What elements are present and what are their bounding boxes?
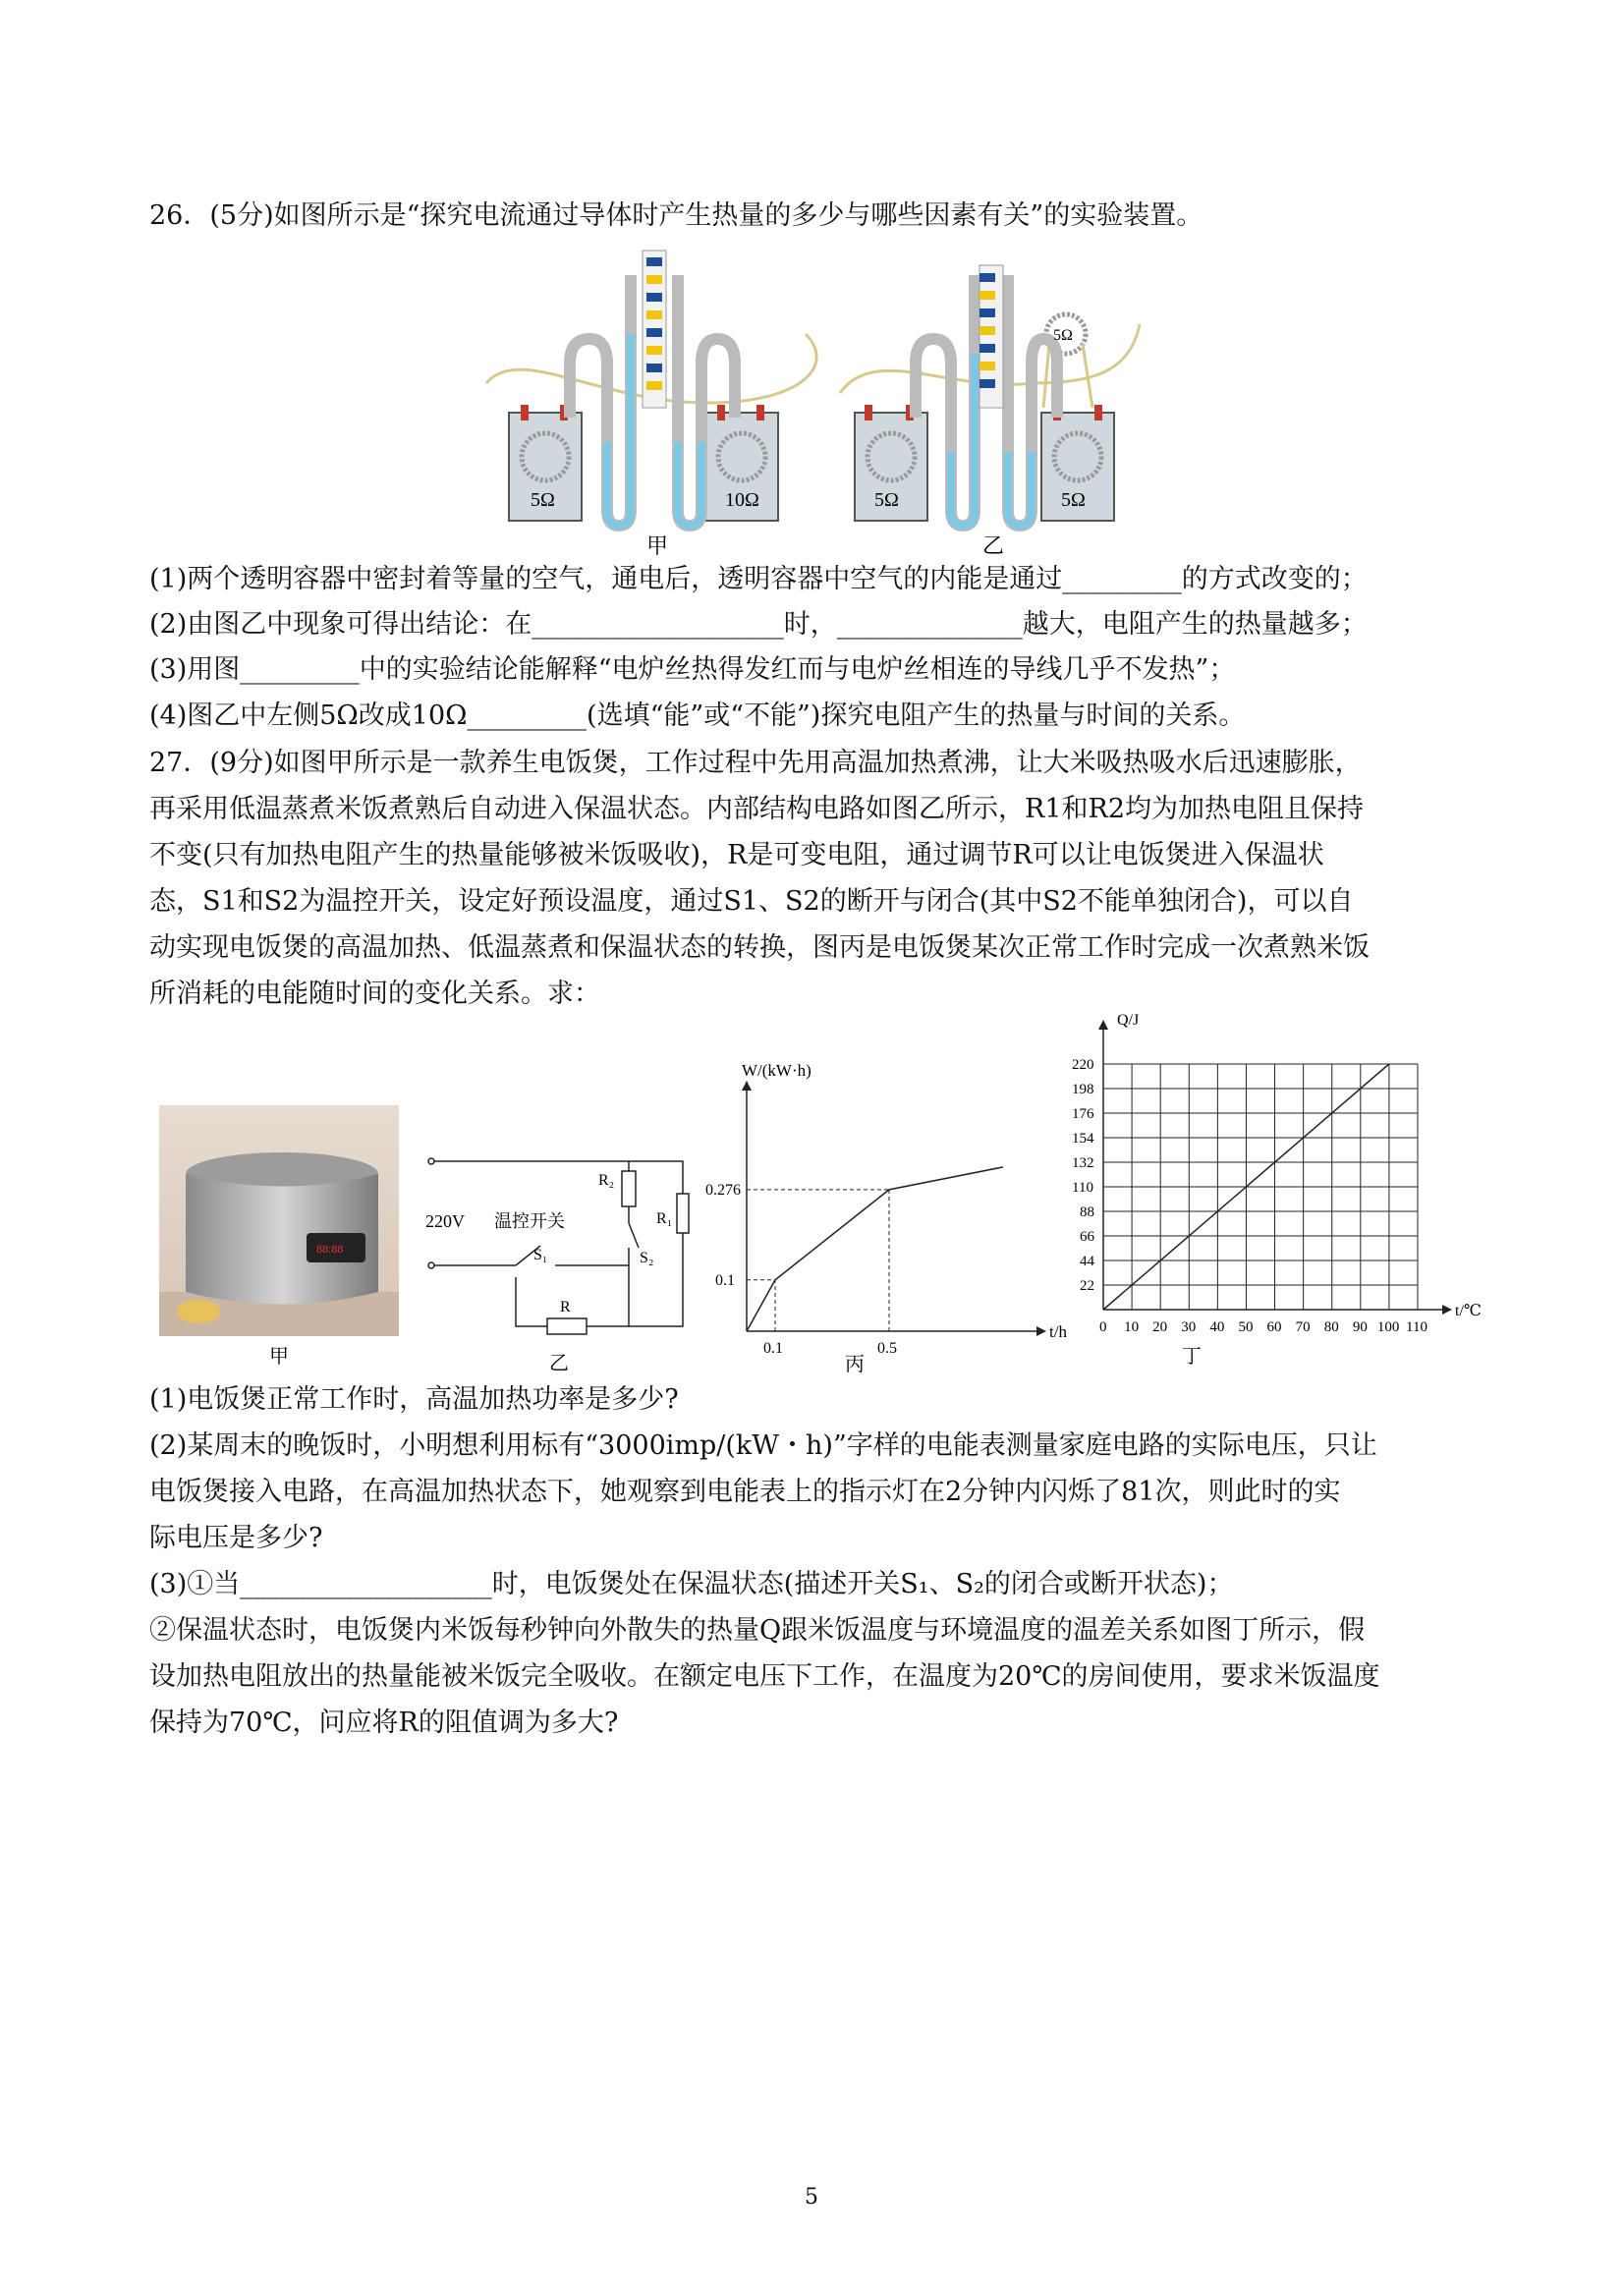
yi-circuit-caption: 乙 bbox=[549, 1353, 569, 1374]
y-tick-label: 88 bbox=[1080, 1204, 1094, 1220]
circuit-switch-label: 温控开关 bbox=[494, 1211, 565, 1231]
heat-temperature-chart bbox=[1056, 1012, 1482, 1375]
y-tick-label: 198 bbox=[1072, 1082, 1094, 1097]
q27-line-5: 动实现电饭煲的高温加热、低温蒸煮和保温状态的转换，图丙是电饭煲某次正常工作时完成一次煮熟米饭 bbox=[149, 932, 1370, 963]
circuit-diagram bbox=[418, 1149, 698, 1375]
q27-question-1: (1)电饭煲正常工作时，高温加热功率是多少? bbox=[149, 1384, 679, 1415]
ding-caption: 丁 bbox=[1182, 1346, 1202, 1368]
scale-mark bbox=[979, 379, 995, 388]
apparatus-yi bbox=[840, 265, 1140, 558]
y-axis-arrow bbox=[742, 1081, 752, 1091]
y-axis-arrow bbox=[1098, 1020, 1108, 1030]
x-axis-arrow bbox=[1036, 1326, 1046, 1336]
jia-photo-caption: 甲 bbox=[269, 1346, 289, 1368]
circuit-r1-label: R₁ bbox=[656, 1210, 673, 1227]
y-tick-label: 22 bbox=[1080, 1278, 1094, 1294]
scale-mark bbox=[979, 273, 995, 282]
q26-item-1: (1)两个透明容器中密封着等量的空气，通电后，透明容器中空气的内能是通过_________的方式改变的； bbox=[149, 564, 1368, 594]
scale-mark bbox=[979, 291, 995, 300]
x-tick-label: 0.1 bbox=[763, 1340, 783, 1357]
x-tick-label: 0.5 bbox=[877, 1340, 897, 1357]
y-axis-label: Q/J bbox=[1117, 1012, 1140, 1029]
scale-mark bbox=[646, 328, 662, 337]
y-tick-label: 66 bbox=[1080, 1229, 1094, 1245]
bing-caption: 丙 bbox=[845, 1354, 865, 1375]
q27-line-1: 27．(9分)如图甲所示是一款养生电饭煲，工作过程中先用高温加热煮沸，让大米吸热吸水后迅速膨胀， bbox=[149, 748, 1362, 778]
circuit-r-label: R bbox=[560, 1299, 571, 1316]
scale-mark bbox=[646, 310, 662, 319]
circuit-r2-label: R₂ bbox=[598, 1172, 615, 1189]
yi-right-resistor-label: 5Ω bbox=[1061, 489, 1086, 511]
yi-parallel-resistor-label: 5Ω bbox=[1053, 327, 1073, 344]
x-axis-label: t/h bbox=[1049, 1322, 1067, 1341]
jia-right-resistor-label: 10Ω bbox=[725, 489, 759, 511]
q27-question-3c: 设加热电阻放出的热量能被米饭完全吸收。在额定电压下工作，在温度为20℃的房间使用，要求米饭温度 bbox=[149, 1661, 1380, 1692]
q27-line-2: 再采用低温蒸煮米饭煮熟后自动进入保温状态。内部结构电路如图乙所示，R1和R2均为加热电阻且保持 bbox=[149, 794, 1365, 824]
q27-question-2c: 际电压是多少? bbox=[149, 1523, 323, 1553]
y-tick-label: 110 bbox=[1072, 1180, 1093, 1196]
x-tick-label: 0 bbox=[1099, 1319, 1107, 1335]
jia-left-resistor-label: 5Ω bbox=[531, 489, 555, 511]
x-tick-label: 30 bbox=[1181, 1319, 1197, 1335]
q26-item-3: (3)用图_________中的实验结论能解释“电炉丝热得发红而与电炉丝相连的导线几乎不发热”； bbox=[149, 654, 1236, 685]
q27-question-3a: (3)①当___________________时，电饭煲处在保温状态(描述开关S₁、S₂的闭合或断开状态)； bbox=[149, 1569, 1234, 1599]
svg-text:88:88: 88:88 bbox=[316, 1242, 344, 1256]
y-tick-label: 0.1 bbox=[715, 1271, 735, 1289]
scale-mark bbox=[646, 257, 662, 266]
scale-mark bbox=[646, 293, 662, 302]
circuit-s2-label: S₂ bbox=[640, 1250, 654, 1266]
page-number: 5 bbox=[805, 2185, 818, 2210]
x-axis-label: t/℃ bbox=[1455, 1303, 1482, 1319]
scale-mark bbox=[646, 364, 662, 372]
x-tick-label: 60 bbox=[1266, 1319, 1282, 1335]
x-axis-arrow bbox=[1442, 1305, 1452, 1315]
x-tick-label: 20 bbox=[1152, 1319, 1168, 1335]
x-tick-label: 90 bbox=[1352, 1319, 1368, 1335]
y-tick-label: 154 bbox=[1072, 1131, 1094, 1147]
scale-mark bbox=[979, 344, 995, 353]
y-tick-label: 0.276 bbox=[705, 1181, 741, 1199]
y-tick-label: 220 bbox=[1072, 1057, 1094, 1073]
scale-mark bbox=[979, 326, 995, 335]
series-line bbox=[747, 1167, 1003, 1331]
circuit-voltage: 220V bbox=[425, 1211, 465, 1231]
energy-time-chart bbox=[705, 1061, 1067, 1375]
q27-question-3b: ②保温状态时，电饭煲内米饭每秒钟向外散失的热量Q跟米饭温度与环境温度的温差关系如图丁所示，假 bbox=[149, 1615, 1366, 1646]
circuit-s1-label: S₁ bbox=[533, 1247, 548, 1263]
scale-mark bbox=[646, 275, 662, 284]
scale-mark bbox=[979, 308, 995, 317]
x-tick-label: 100 bbox=[1376, 1319, 1400, 1335]
q27-question-3d: 保持为70℃，问应将R的阻值调为多大? bbox=[149, 1708, 619, 1738]
q26-title: 26．(5分)如图所示是“探究电流通过导体时产生热量的多少与哪些因素有关”的实验装置。 bbox=[149, 200, 1203, 231]
y-tick-label: 132 bbox=[1072, 1155, 1094, 1171]
jia-caption: 甲 bbox=[646, 533, 669, 558]
rice-cooker-photo bbox=[159, 1105, 399, 1368]
yi-caption: 乙 bbox=[982, 533, 1005, 558]
x-tick-label: 10 bbox=[1124, 1319, 1140, 1335]
x-tick-label: 50 bbox=[1238, 1319, 1254, 1335]
q27-line-6: 所消耗的电能随时间的变化关系。求： bbox=[149, 979, 600, 1009]
yi-left-resistor-label: 5Ω bbox=[874, 489, 899, 511]
y-tick-label: 176 bbox=[1072, 1106, 1094, 1122]
scale-mark bbox=[646, 381, 662, 390]
y-axis-label: W/(kW·h) bbox=[742, 1061, 812, 1080]
scale-mark bbox=[979, 362, 995, 370]
scale-mark bbox=[646, 346, 662, 355]
q26-item-4: (4)图乙中左侧5Ω改成10Ω_________(选填“能”或“不能”)探究电阻产生的热量与时间的关系。 bbox=[149, 700, 1246, 731]
q27-line-4: 态，S1和S2为温控开关，设定好预设温度，通过S1、S2的断开与闭合(其中S2不能单独闭合)，可以自 bbox=[149, 886, 1354, 917]
q27-question-2b: 电饭煲接入电路，在高温加热状态下，她观察到电能表上的指示灯在2分钟内闪烁了81次，则此时的实 bbox=[149, 1477, 1341, 1507]
q26-item-2: (2)由图乙中现象可得出结论：在___________________时，______________越大，电阻产生的热量越多； bbox=[149, 609, 1368, 640]
q26-apparatus-figure bbox=[481, 246, 1149, 560]
y-tick-label: 44 bbox=[1080, 1254, 1094, 1269]
x-tick-label: 110 bbox=[1406, 1319, 1427, 1335]
x-tick-label: 40 bbox=[1209, 1319, 1225, 1335]
apparatus-jia bbox=[486, 251, 816, 558]
q27-line-3: 不变(只有加热电阻产生的热量能够被米饭吸收)，R是可变电阻，通过调节R可以让电饭煲进入保温状 bbox=[149, 840, 1324, 870]
q27-question-2a: (2)某周末的晚饭时，小明想利用标有“3000imp/(kW・h)”字样的电能表测量家庭电路的实际电压，只让 bbox=[149, 1430, 1377, 1461]
x-tick-label: 70 bbox=[1295, 1319, 1311, 1335]
x-tick-label: 80 bbox=[1323, 1319, 1339, 1335]
